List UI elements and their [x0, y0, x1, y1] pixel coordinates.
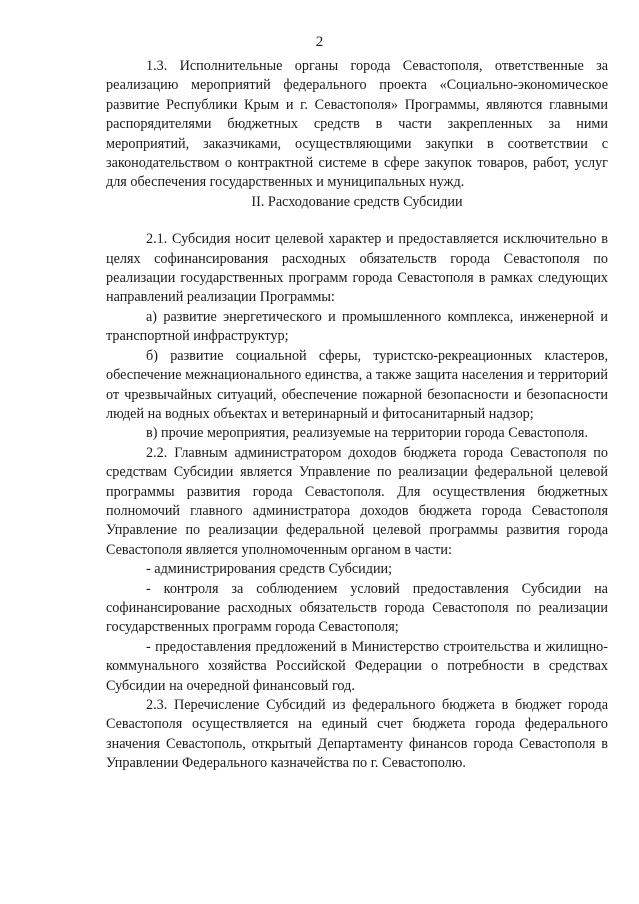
document-body — [106, 57, 608, 774]
paragraph-2-1-v: в) прочие мероприятия, реализуемые на территории города Севастополя. — [146, 425, 588, 442]
paragraph-2-2-item-3: - предоставления предложений в Министерство строительства и жилищно-коммунального хозяйства Российской Федерации о потребности в средствах Субсидии на очередной финансовый год. — [106, 638, 608, 694]
paragraph-2-2-item-1: - администрирования средств Субсидии; — [146, 561, 393, 578]
paragraph-1-3: 1.3. Исполнительные органы города Севастополя, ответственные за реализацию мероприятий федерального проекта «Социально-экономическое развитие Республики Крым и г. Севастополя» Программы, являются главными распорядителями бюджетных средств в части закрепленных за ними мероприятий, заказчиками, осуществляющими закупки в соответствии с законодательством о контрактной системе в сфере закупок товаров, работ, услуг для обеспечения государственных и муниципальных нужд. — [106, 58, 608, 191]
paragraph-2-2: 2.2. Главным администратором доходов бюджета города Севастополя по средствам Субсидии является Управление по реализации федеральной целевой программы развития города Севастополя. Для осуществления бюджетных полномочий главного администратора доходов бюджета города Севастополя Управление по реализации федеральной целевой программы развития города Севастополя является уполномоченным органом в части: — [106, 444, 608, 558]
paragraph-2-3: 2.3. Перечисление Субсидий из федерального бюджета в бюджет города Севастополя осуществляется на единый счет бюджета города федерального значения Севастополь, открытый Департаменту финансов города Севастополя в Управлении Федерального казначейства по г. Севастополю. — [106, 697, 608, 772]
paragraph-2-1-a: а) развитие энергетического и промышленного комплекса, инженерной и транспортной инфраструктур; — [106, 308, 608, 345]
paragraph-2-1-b: б) развитие социальной сферы, туристско-рекреационных кластеров, обеспечение межнационального единства, а также защита населения и территорий от чрезвычайных ситуаций, обеспечение пожарной безопасности и безопасности людей на водных объектах и ветеринарный и фитосанитарный надзор; — [106, 347, 608, 422]
paragraph-2-1: 2.1. Субсидия носит целевой характер и предоставляется исключительно в целях софинансирования расходных обязательств города Севастополя по реализации государственных программ города Севастополя в рамках следующих направлений реализации Программы: — [106, 231, 608, 306]
section-title: II. Расходование средств Субсидии — [251, 193, 463, 210]
paragraph-2-2-item-2: - контроля за соблюдением условий предоставления Субсидии на софинансирование расходных обязательств города Севастополя по реализации государственных программ города Севастополя; — [106, 580, 608, 636]
page-number: 2 — [315, 34, 324, 50]
